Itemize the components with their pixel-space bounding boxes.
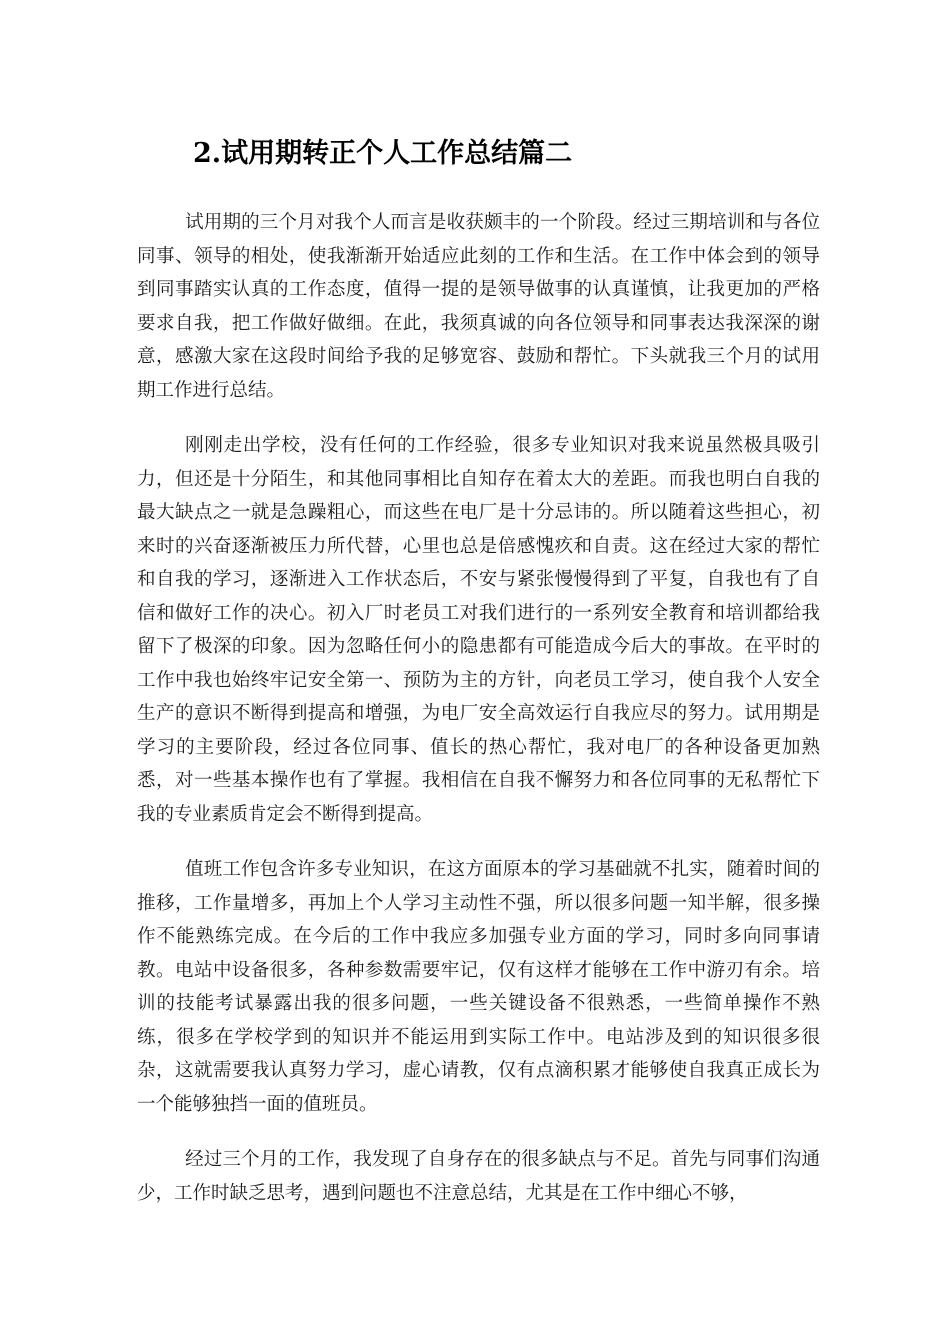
paragraph-1: 试用期的三个月对我个人而言是收获颇丰的一个阶段。经过三期培训和与各位同事、领导的相处，使我渐渐开始适应此刻的工作和生活。在工作中体会到的领导到同事踏实认真的工作态度，值得一提的是领导做事的认真谨慎，让我更加的严格要求自我，把工作做好做细。在此，我须真诚的向各位领导和同事表达我深深的谢意，感激大家在这段时间给予我的足够宽容、鼓励和帮忙。下头就我三个月的试用期工作进行总结。	[137, 212, 820, 401]
paragraph-2: 刚刚走出学校，没有任何的工作经验，很多专业知识对我来说虽然极具吸引力，但还是十分陌生，和其他同事相比自知存在着太大的差距。而我也明白自我的最大缺点之一就是急躁粗心，而这些在电厂是十分忌讳的。所以随着这些担心，初来时的兴奋逐渐被压力所代替，心里也总是倍感愧疚和自责。这在经过大家的帮忙和自我的学习，逐渐进入工作状态后，不安与紧张慢慢得到了平复，自我也有了自信和做好工作的决心。初入厂时老员工对我们进行的一系列安全教育和培训都给我留下了极深的印象。因为忽略任何小的隐患都有可能造成今后大的事故。在平时的工作中我也始终牢记安全第一、预防为主的方针，向老员工学习，使自我个人安全生产的意识不断得到提高和增强，为电厂安全高效运行自我应尽的努力。试用期是学习的主要阶段，经过各位同事、值长的热心帮忙，我对电厂的各种设备更加熟悉，对一些基本操作也有了掌握。我相信在自我不懈努力和各位同事的无私帮忙下我的专业素质肯定会不断得到提高。	[137, 435, 820, 825]
paragraph-4: 经过三个月的工作，我发现了自身存在的很多缺点与不足。首先与同事们沟通少，工作时缺乏思考，遇到问题也不注意总结，尤其是在工作中细心不够，	[137, 1149, 820, 1204]
document-title: 2.试用期转正个人工作总结篇二	[193, 138, 573, 169]
document-body	[137, 206, 820, 1232]
paragraph-3: 值班工作包含许多专业知识，在这方面原本的学习基础就不扎实，随着时间的推移，工作量增多，再加上个人学习主动性不强，所以很多问题一知半解，很多操作不能熟练完成。在今后的工作中我应多加强专业方面的学习，同时多向同事请教。电站中设备很多，各种参数需要牢记，仅有这样才能够在工作中游刃有余。培训的技能考试暴露出我的很多问题，一些关键设备不很熟悉，一些简单操作不熟练，很多在学校学到的知识并不能运用到实际工作中。电站涉及到的知识很多很杂，这就需要我认真努力学习，虚心请教，仅有点滴积累才能够使自我真正成长为一个能够独挡一面的值班员。	[137, 859, 820, 1115]
